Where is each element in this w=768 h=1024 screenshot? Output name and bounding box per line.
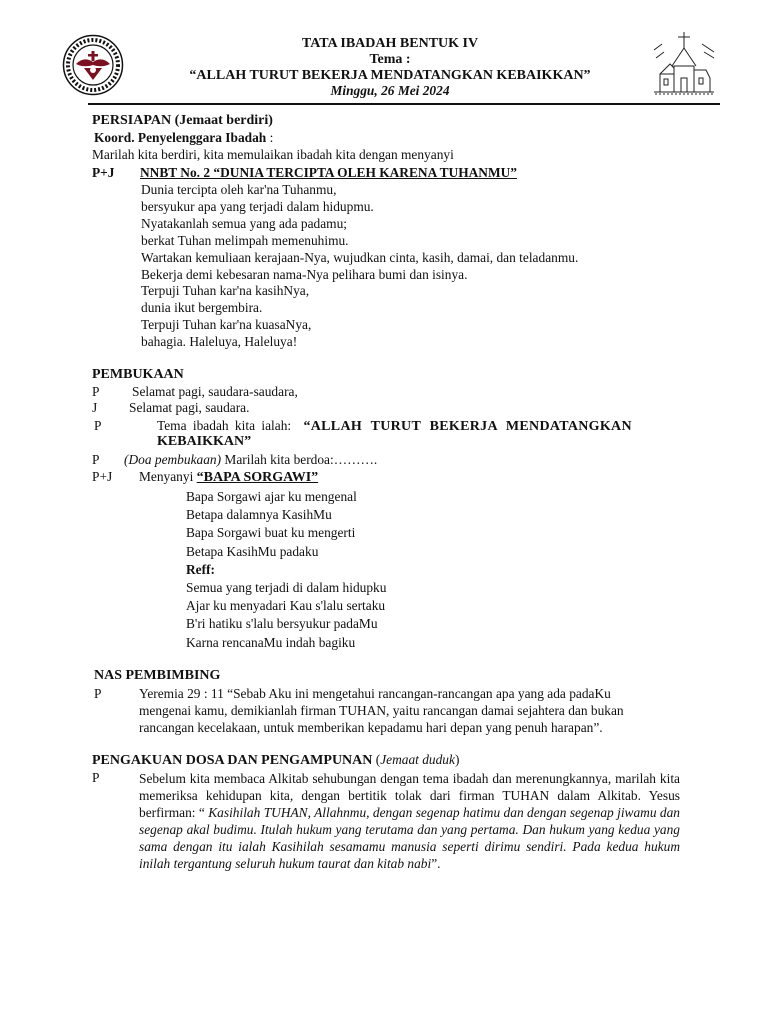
pengakuan-note-close: ) xyxy=(454,752,460,767)
pengakuan-italic: Kasihilah TUHAN, Allahnmu, dengan segenap hatimu dan dengan segenap jiwamu dan segenap akal budimu. Itulah hukum yang terutama dan yang pertama. Dan hukum yang kedua yang sama dengan itu ialah Kasihilah sesamamu manusia seperti dirimu sendiri. Pada kedua hukum inilah tergantung seluruh hukum taurat dan kitab nabi xyxy=(139,805,680,871)
theme-heading: “ALLAH TURUT BEKERJA MENDATANGKAN KEBAIKKAN” xyxy=(189,68,591,83)
dialogue-line: Selamat pagi, saudara-saudara, xyxy=(132,384,298,399)
song-lyrics-bapa-sorgawi xyxy=(186,488,386,652)
lyric-line: Bapa Sorgawi buat ku mengerti xyxy=(186,525,356,541)
section-heading-persiapan: PERSIAPAN (Jemaat berdiri) xyxy=(92,113,273,128)
dialogue-line: Selamat pagi, saudara. xyxy=(129,400,250,415)
lyric-line: berkat Tuhan melimpah memenuhimu. xyxy=(141,232,349,248)
theme-text-line2: KEBAIKKAN” xyxy=(157,434,252,449)
sing-prefix: Menyanyi xyxy=(139,469,197,484)
header-divider xyxy=(88,103,720,105)
lyric-line: Dunia tercipta oleh kar'na Tuhanmu, xyxy=(141,182,337,197)
role-label: P xyxy=(92,770,100,785)
theme-statement xyxy=(157,418,680,435)
church-seal-icon xyxy=(62,34,124,96)
role-label: P+J xyxy=(92,165,115,180)
lyric-line: Bapa Sorgawi ajar ku mengenal xyxy=(186,489,357,504)
church-building-icon xyxy=(652,30,716,96)
lyric-line: Terpuji Tuhan kar'na kasihNya, xyxy=(141,283,310,299)
pengakuan-note-open: ( xyxy=(372,752,381,767)
service-date: Minggu, 26 Mei 2024 xyxy=(330,83,450,98)
theme-prefix: Tema ibadah kita ialah: xyxy=(157,418,298,433)
reff-label: Reff: xyxy=(186,561,215,577)
role-label: P+J xyxy=(92,469,113,484)
church-building-logo xyxy=(652,30,716,96)
koord-colon: : xyxy=(266,130,274,145)
lyric-line: Nyatakanlah semua yang ada padamu; xyxy=(141,215,347,231)
pengakuan-note: Jemaat duduk xyxy=(380,752,455,767)
lyric-line: Betapa dalamnya KasihMu xyxy=(186,507,332,523)
lyric-line: Bekerja demi kebesaran nama-Nya pelihara bumi dan isinya. xyxy=(141,266,468,282)
section-heading-pembukaan: PEMBUKAAN xyxy=(92,367,184,382)
lyric-line: Wartakan kemuliaan kerajaan-Nya, wujudkan cinta, kasih, damai, dan teladanmu. xyxy=(141,249,579,265)
prayer-note: (Doa pembukaan) xyxy=(124,452,222,467)
theme-text-line1: “ALLAH TURUT BEKERJA MENDATANGKAN xyxy=(303,419,632,434)
theme-label: Tema : xyxy=(369,52,411,67)
church-seal-logo xyxy=(62,34,124,96)
lyric-line: bahagia. Haleluya, Haleluya! xyxy=(141,334,298,350)
koord-line xyxy=(94,130,273,146)
nas-text: Yeremia 29 : 11 “Sebab Aku ini mengetahui rancangan-rancangan apa yang ada padaKu mengenai kamu, demikianlah firman TUHAN, yaitu rancangan damai sejahtera dan bukan rancangan kecelakaan, untuk memberikan kepadamu hari depan yang penuh harapan”. xyxy=(139,686,624,735)
song-lyrics-nnbt xyxy=(141,182,578,351)
pengakuan-end: ”. xyxy=(431,856,441,871)
song-title-bapa-sorgawi: “BAPA SORGAWI” xyxy=(196,470,319,485)
lyric-line: dunia ikut bergembira. xyxy=(141,300,263,316)
prayer-line xyxy=(124,452,377,468)
role-label: P xyxy=(94,686,102,701)
prayer-text: Marilah kita berdoa:………. xyxy=(221,452,378,467)
song-title-nnbt: NNBT No. 2 “DUNIA TERCIPTA OLEH KARENA TUHANMU” xyxy=(140,165,517,180)
reff-line: Karna rencanaMu indah bagiku xyxy=(186,634,356,650)
koord-label: Koord. Penyelenggara Ibadah xyxy=(94,130,267,145)
reff-line: Ajar ku menyadari Kau s'lalu sertaku xyxy=(186,598,386,614)
reff-line: Semua yang terjadi di dalam hidupku xyxy=(186,580,387,596)
document-title: TATA IBADAH BENTUK IV xyxy=(301,36,479,51)
role-label: P xyxy=(92,452,100,467)
pengakuan-text xyxy=(139,770,680,872)
role-label: P xyxy=(92,384,100,399)
role-label: J xyxy=(92,400,98,415)
section-heading-nas: NAS PEMBIMBING xyxy=(94,668,221,683)
lyric-line: Betapa KasihMu padaku xyxy=(186,543,319,559)
persiapan-intro: Marilah kita berdiri, kita memulaikan ibadah kita dengan menyanyi xyxy=(92,147,454,162)
pengakuan-plain: Sebelum kita membaca Alkitab sehubungan dengan tema ibadah dan merenungkannya, marilah kita memeriksa kehidupan kita, dengan bertitik tolak dari firman TUHAN dalam Alkitab. Yesus berfirman: “ xyxy=(139,771,680,820)
pengakuan-title: PENGAKUAN DOSA DAN PENGAMPUNAN xyxy=(92,753,373,768)
role-label: P xyxy=(94,418,102,433)
section-heading-pengakuan xyxy=(92,752,459,769)
lyric-line: bersyukur apa yang terjadi dalam hidupmu. xyxy=(141,198,374,214)
lyric-line: Terpuji Tuhan kar'na kuasaNya, xyxy=(141,317,312,333)
reff-line: B'ri hatiku s'lalu bersyukur padaMu xyxy=(186,616,378,632)
sing-line xyxy=(139,469,318,486)
